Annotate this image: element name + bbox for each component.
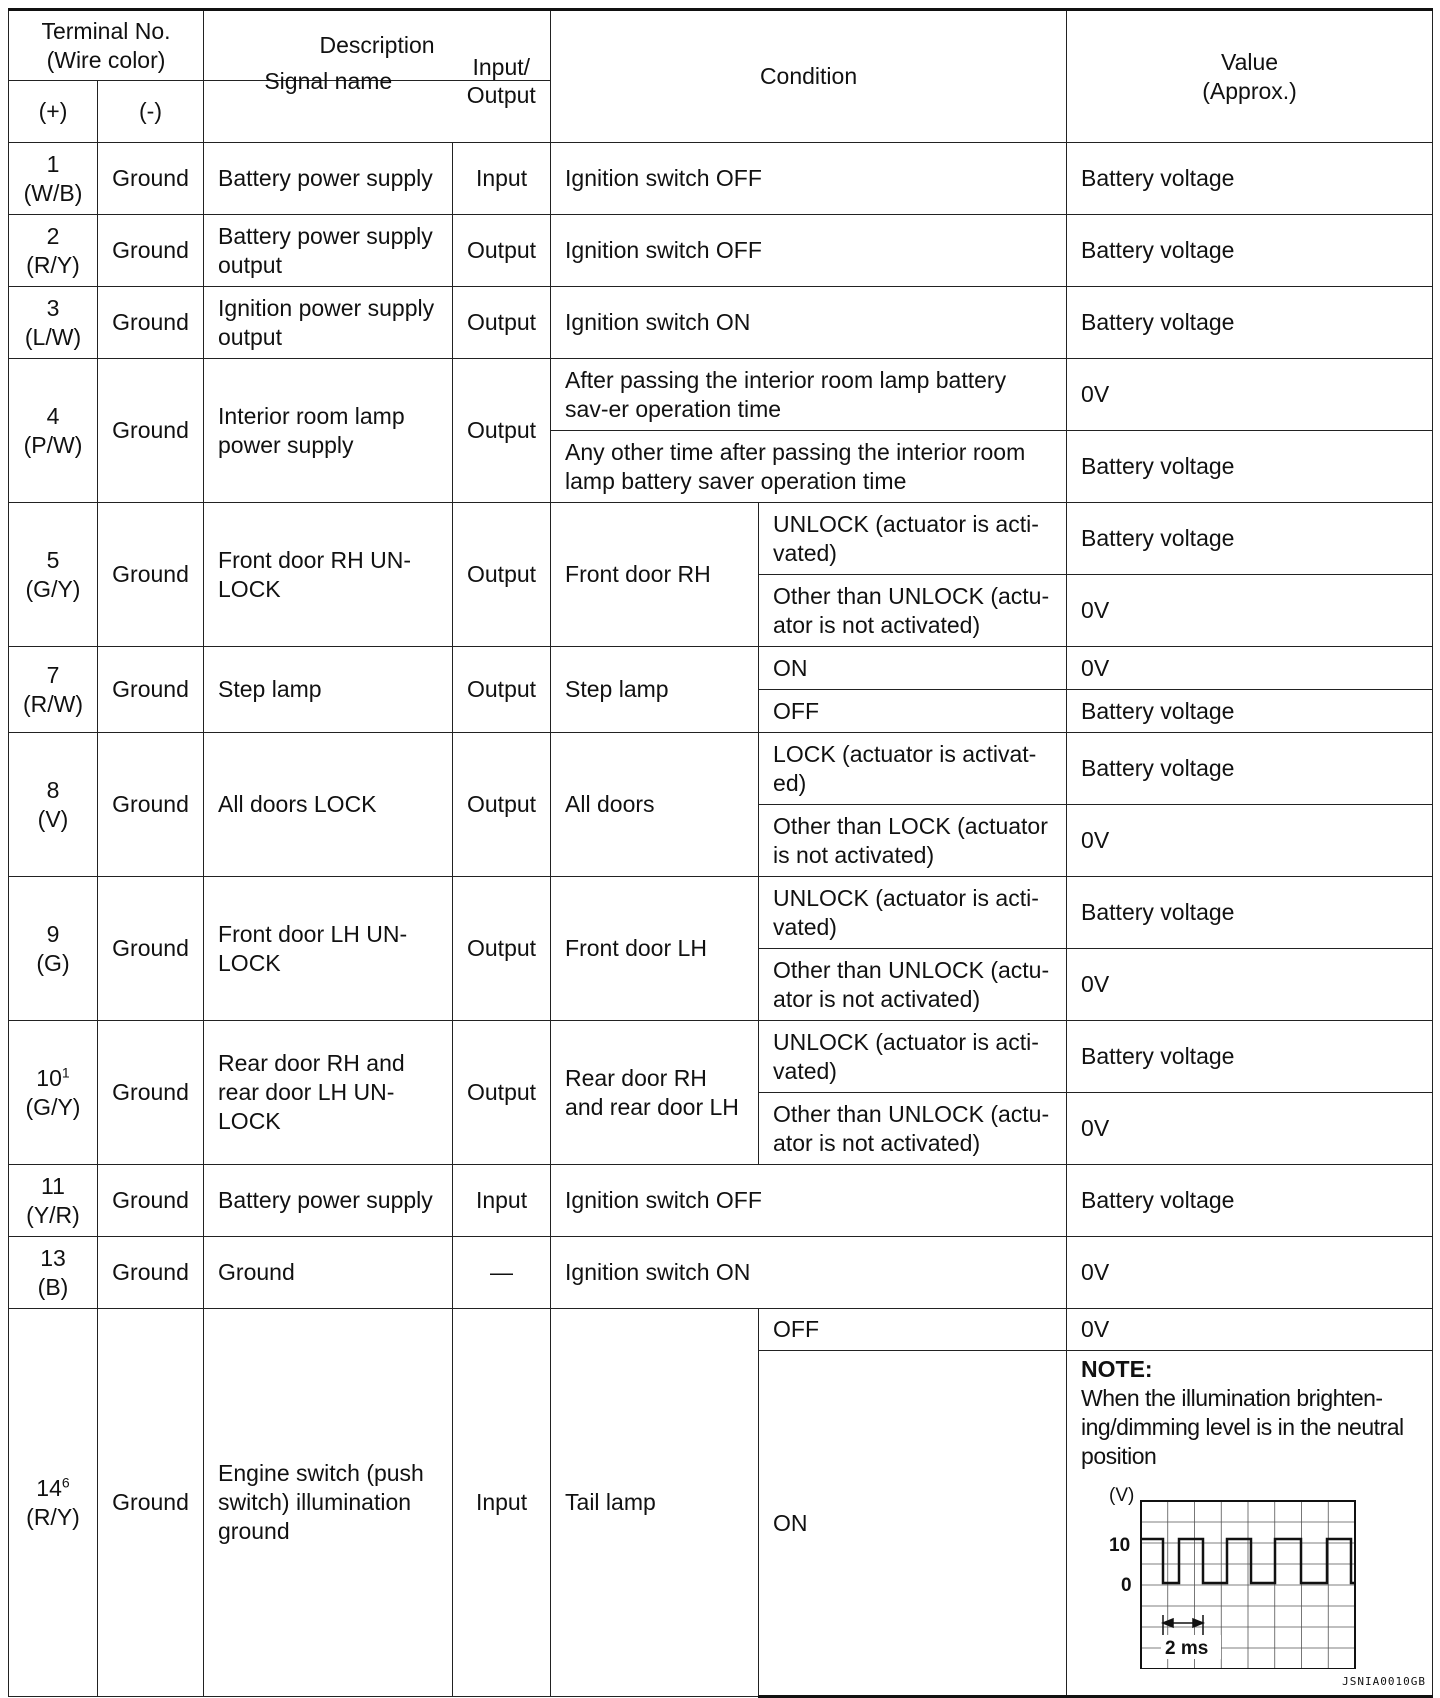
wire-color: (G) [36, 949, 70, 976]
ground-cell: Ground [98, 1021, 204, 1165]
signal-name-cell: Front door LH UN-LOCK [204, 877, 453, 1021]
header-value-label: Value [1220, 48, 1279, 75]
signal-name-cell: Step lamp [204, 647, 453, 733]
ground-cell: Ground [98, 1237, 204, 1309]
header-condition: Condition [551, 10, 1067, 143]
ground-cell: Ground [98, 503, 204, 647]
io-cell: Output [453, 733, 551, 877]
value-cell: 0V [1067, 359, 1433, 431]
header-input-label: Input/ [472, 53, 531, 80]
condition-cell: Ignition switch OFF [551, 1165, 1067, 1237]
table-row [9, 215, 1433, 287]
terminal-number: 5 [46, 546, 60, 573]
figure-id: JSNIA0010GB [1342, 1675, 1427, 1689]
value-cell: Battery voltage [1067, 215, 1433, 287]
header-output-label: Output [466, 82, 536, 109]
table-row [9, 1237, 1433, 1309]
terminal-table-sheet [8, 8, 1432, 1698]
value-cell: Battery voltage [1067, 503, 1433, 575]
header-terminal-no-label: Terminal No. [41, 17, 171, 44]
wire-color: (V) [37, 805, 69, 832]
io-cell: Input [453, 143, 551, 215]
signal-name-cell: All doors LOCK [204, 733, 453, 877]
terminal-cell [9, 647, 98, 733]
condition-cell: Ignition switch OFF [551, 215, 1067, 287]
value-cell: 0V [1067, 949, 1433, 1021]
terminal-values-table [8, 8, 1433, 1698]
value-cell: 0V [1067, 575, 1433, 647]
table-row [9, 877, 1433, 949]
terminal-cell [9, 1021, 98, 1165]
terminal-cell [9, 733, 98, 877]
scope-y-high-label: 10 [1109, 1535, 1131, 1557]
condition-cell: Tail lamp [551, 1309, 759, 1697]
terminal-cell [9, 1309, 98, 1697]
wire-color: (Y/R) [26, 1201, 80, 1228]
signal-name-cell: Interior room lamp power supply [204, 359, 453, 503]
value-cell: 0V [1067, 1093, 1433, 1165]
io-cell: Input [453, 1309, 551, 1697]
header-terminal-no [9, 10, 204, 81]
ground-cell: Ground [98, 647, 204, 733]
signal-name-cell: Rear door RH and rear door LH UN-LOCK [204, 1021, 453, 1165]
condition-cell: Any other time after passing the interior room lamp battery saver operation time [551, 431, 1067, 503]
io-cell: Output [453, 215, 551, 287]
note-text: When the illumination brighten-ing/dimming level is in the neutral position [1081, 1385, 1404, 1470]
footnote-marker: 6 [61, 1474, 70, 1491]
sub-condition-cell: LOCK (actuator is activat-ed) [759, 733, 1067, 805]
table-row [9, 733, 1433, 805]
table-row [9, 1165, 1433, 1237]
table-row [9, 1309, 1433, 1351]
waveform-value-cell [1067, 1351, 1433, 1697]
value-cell: 0V [1067, 1237, 1433, 1309]
value-cell: Battery voltage [1067, 877, 1433, 949]
header-signal-name: Signal name [264, 67, 393, 94]
terminal-number: 8 [46, 776, 60, 803]
terminal-number: 2 [46, 222, 60, 249]
value-cell: Battery voltage [1067, 690, 1433, 733]
io-cell: Output [453, 359, 551, 503]
terminal-cell [9, 143, 98, 215]
sub-condition-cell: Other than LOCK (actuator is not activated) [759, 805, 1067, 877]
table-row [9, 647, 1433, 690]
header-input-output [453, 51, 551, 113]
ground-cell: Ground [98, 877, 204, 1021]
table-row [9, 143, 1433, 215]
value-cell: Battery voltage [1067, 1021, 1433, 1093]
terminal-number: 14 [36, 1474, 62, 1501]
signal-name-cell: Battery power supply [204, 143, 453, 215]
terminal-cell [9, 1237, 98, 1309]
table-row [9, 1021, 1433, 1093]
io-cell: Output [453, 647, 551, 733]
terminal-cell [9, 1165, 98, 1237]
header-wire-color-label: (Wire color) [46, 46, 166, 73]
terminal-number: 4 [46, 402, 60, 429]
wire-color: (R/W) [22, 690, 84, 717]
terminal-cell [9, 503, 98, 647]
condition-cell: Ignition switch OFF [551, 143, 1067, 215]
io-cell: — [453, 1237, 551, 1309]
value-cell: 0V [1067, 1309, 1433, 1351]
scope-y-unit: (V) [1109, 1485, 1135, 1507]
wire-color: (R/Y) [26, 251, 80, 278]
condition-cell: Front door RH [551, 503, 759, 647]
wire-color: (R/Y) [26, 1503, 80, 1530]
value-cell: Battery voltage [1067, 143, 1433, 215]
wire-color: (G/Y) [25, 575, 81, 602]
sub-condition-cell: ON [759, 647, 1067, 690]
ground-cell: Ground [98, 143, 204, 215]
signal-name-cell: Battery power supply output [204, 215, 453, 287]
value-cell: Battery voltage [1067, 1165, 1433, 1237]
value-cell: Battery voltage [1067, 287, 1433, 359]
terminal-number: 3 [46, 294, 60, 321]
condition-cell: Ignition switch ON [551, 1237, 1067, 1309]
value-cell: Battery voltage [1067, 431, 1433, 503]
ground-cell: Ground [98, 215, 204, 287]
condition-cell: All doors [551, 733, 759, 877]
terminal-number: 11 [41, 1172, 65, 1199]
terminal-cell [9, 215, 98, 287]
sub-condition-cell: Other than UNLOCK (actu-ator is not activated) [759, 1093, 1067, 1165]
condition-cell: Step lamp [551, 647, 759, 733]
header-value-approx-label: (Approx.) [1202, 77, 1297, 104]
terminal-cell [9, 287, 98, 359]
io-cell: Output [453, 877, 551, 1021]
value-cell: Battery voltage [1067, 733, 1433, 805]
sub-condition-cell: UNLOCK (actuator is acti-vated) [759, 503, 1067, 575]
io-cell: Output [453, 1021, 551, 1165]
sub-condition-cell: ON [759, 1351, 1067, 1697]
wire-color: (L/W) [24, 323, 82, 350]
terminal-number: 7 [46, 661, 60, 688]
terminal-number: 10 [36, 1064, 62, 1091]
terminal-cell [9, 877, 98, 1021]
scope-y-low-label: 0 [1121, 1575, 1132, 1597]
signal-name-cell: Battery power supply [204, 1165, 453, 1237]
terminal-cell [9, 359, 98, 503]
signal-name-cell: Front door RH UN-LOCK [204, 503, 453, 647]
note-title: NOTE: [1081, 1356, 1153, 1383]
header-minus: (-) [98, 81, 204, 143]
terminal-number: 13 [40, 1244, 66, 1271]
wire-color: (P/W) [23, 431, 83, 458]
footnote-marker: 1 [61, 1064, 70, 1081]
terminal-number: 1 [46, 150, 60, 177]
wire-color: (G/Y) [25, 1093, 81, 1120]
ground-cell: Ground [98, 733, 204, 877]
sub-condition-cell: Other than UNLOCK (actu-ator is not activated) [759, 949, 1067, 1021]
condition-cell: Ignition switch ON [551, 287, 1067, 359]
condition-cell: After passing the interior room lamp battery sav-er operation time [551, 359, 1067, 431]
io-cell: Output [453, 287, 551, 359]
signal-name-cell: Engine switch (push switch) illumination ground [204, 1309, 453, 1697]
ground-cell: Ground [98, 287, 204, 359]
signal-name-cell: Ground [204, 1237, 453, 1309]
table-row [9, 359, 1433, 431]
header-value [1067, 10, 1433, 143]
sub-condition-cell: OFF [759, 1309, 1067, 1351]
oscilloscope-waveform [1081, 1479, 1421, 1669]
value-cell: 0V [1067, 805, 1433, 877]
io-cell: Output [453, 503, 551, 647]
signal-name-cell: Ignition power supply output [204, 287, 453, 359]
sub-condition-cell: UNLOCK (actuator is acti-vated) [759, 1021, 1067, 1093]
sub-condition-cell: UNLOCK (actuator is acti-vated) [759, 877, 1067, 949]
ground-cell: Ground [98, 1309, 204, 1697]
header-description: Description [204, 10, 551, 81]
ground-cell: Ground [98, 359, 204, 503]
wire-color: (W/B) [23, 179, 83, 206]
terminal-number: 9 [46, 920, 60, 947]
table-row [9, 287, 1433, 359]
condition-cell: Front door LH [551, 877, 759, 1021]
sub-condition-cell: OFF [759, 690, 1067, 733]
value-cell: 0V [1067, 647, 1433, 690]
header-plus: (+) [9, 81, 98, 143]
wire-color: (B) [37, 1273, 69, 1300]
scope-time-label: 2 ms [1165, 1638, 1209, 1660]
condition-cell: Rear door RH and rear door LH [551, 1021, 759, 1165]
ground-cell: Ground [98, 1165, 204, 1237]
table-row [9, 503, 1433, 575]
sub-condition-cell: Other than UNLOCK (actu-ator is not activated) [759, 575, 1067, 647]
io-cell: Input [453, 1165, 551, 1237]
